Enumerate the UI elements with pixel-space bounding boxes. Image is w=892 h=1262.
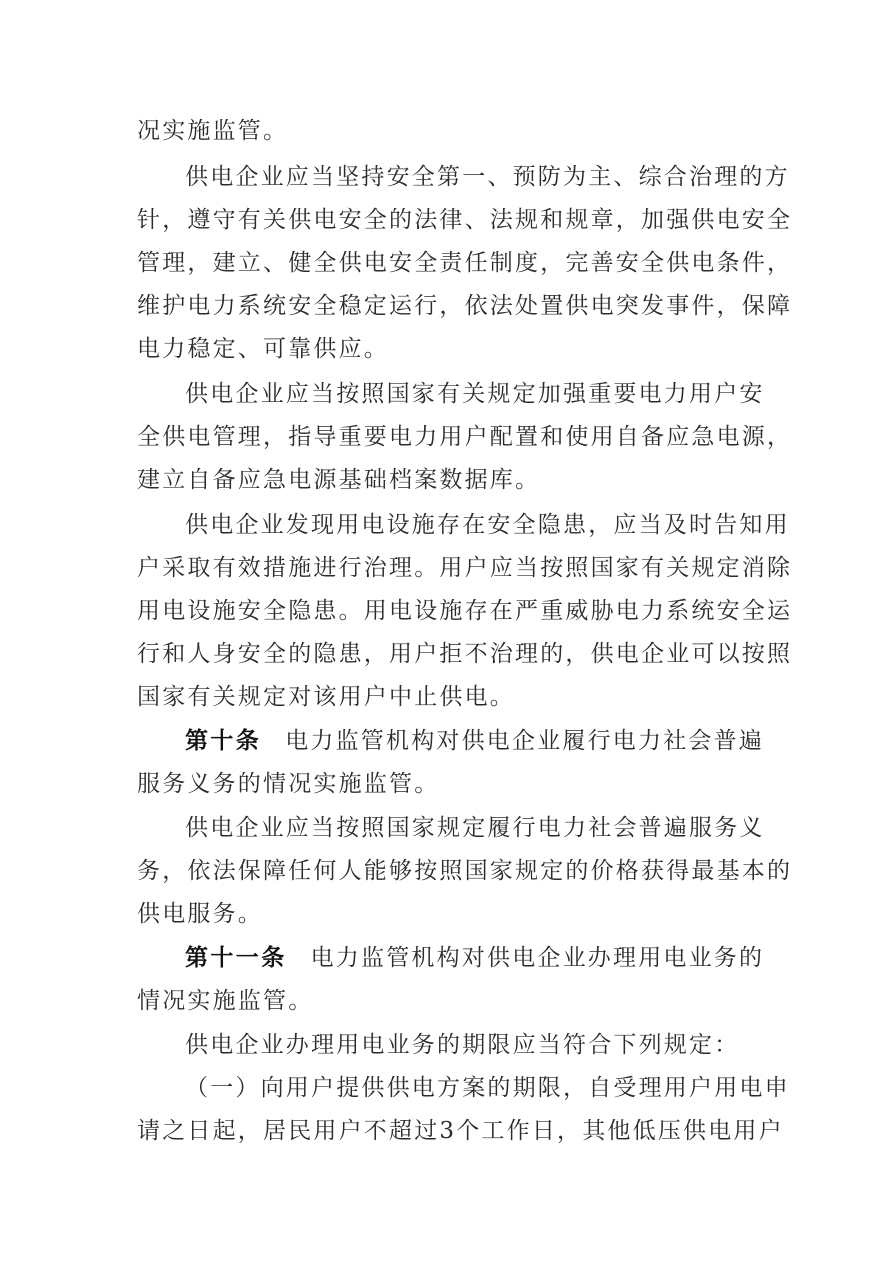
text-line: 服务义务的情况实施监管。 [137,771,440,797]
article-heading: 第十一条 [185,945,287,971]
text-line: 情况实施监管。 [137,988,314,1014]
text-line: 电力稳定、可靠供应。 [137,336,389,362]
text-line: 供电企业发现用电设施存在安全隐患，应当及时告知用 [185,512,790,538]
text-line: 建立自备应急电源基础档案数据库。 [137,467,541,493]
text-line: 用电设施安全隐患。用电设施存在严重威胁电力系统安全运 [137,598,793,624]
article-heading: 第十条 [185,728,262,754]
text-line: 请之日起，居民用户不超过3个工作日，其他低压供电用户 [137,1118,784,1144]
text-line: 针，遵守有关供电安全的法律、法规和规章，加强供电安全 [137,207,793,233]
text-line: 供电企业应当按照国家规定履行电力社会普遍服务义 [185,815,765,841]
text-line: 供电企业应当坚持安全第一、预防为主、综合治理的方 [185,164,790,190]
text-line: 维护电力系统安全稳定运行，依法处置供电突发事件，保障 [137,293,793,319]
text-line: 管理，建立、健全供电安全责任制度，完善安全供电条件， [137,250,793,276]
text-line: 国家有关规定对该用户中止供电。 [137,684,515,710]
text-line: 务，依法保障任何人能够按照国家规定的价格获得最基本的 [137,858,793,884]
text-line: 况实施监管。 [137,118,289,144]
text-line: 行和人身安全的隐患，用户拒不治理的，供电企业可以按照 [137,641,793,667]
text-line: （一）向用户提供供电方案的期限，自受理用户用电申 [185,1075,790,1101]
article-text: 电力监管机构对供电企业办理用电业务的 [310,945,765,971]
text-line: 户采取有效措施进行治理。用户应当按照国家有关规定消除 [137,555,793,581]
text-line: 全供电管理，指导重要电力用户配置和使用自备应急电源， [137,424,793,450]
text-line: 供电企业办理用电业务的期限应当符合下列规定： [185,1032,740,1058]
article-text: 电力监管机构对供电企业履行电力社会普遍 [285,728,765,754]
text-line: 供电企业应当按照国家有关规定加强重要电力用户安 [185,381,765,407]
text-line: 供电服务。 [137,901,263,927]
